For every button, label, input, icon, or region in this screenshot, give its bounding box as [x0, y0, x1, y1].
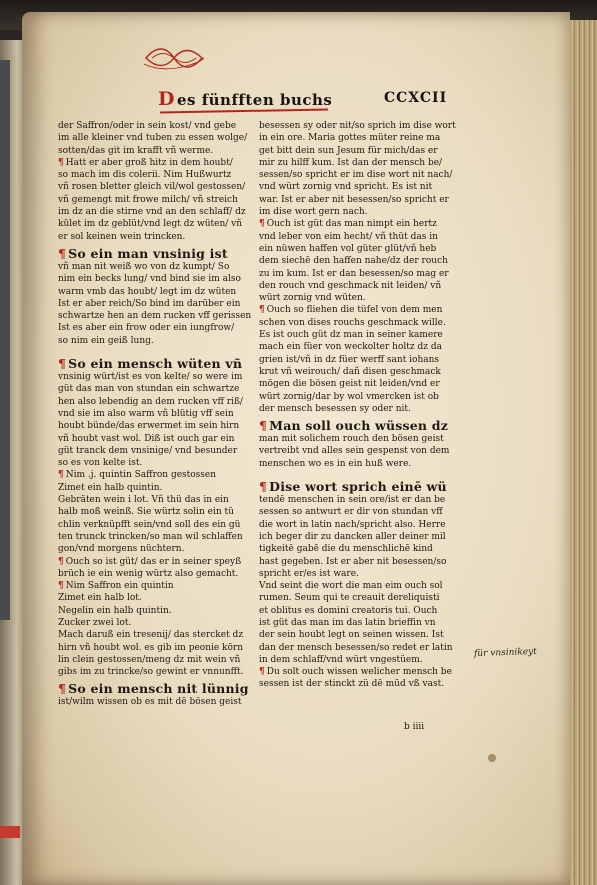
text-line: [259, 678, 459, 690]
rubric-pilcrow-icon: ¶: [58, 356, 67, 372]
line-text: Ist er aber reich/So bind im darüber ein: [58, 298, 241, 309]
text-line: [259, 341, 459, 353]
line-text: Zucker zwei lot.: [58, 617, 132, 628]
line-text: dem siechē den haffen nahe/dz der rouch: [259, 256, 448, 267]
text-column-right: [259, 120, 459, 691]
text-line: [259, 391, 459, 403]
line-text: Es ist ouch güt dz man in seiner kamere: [259, 330, 443, 341]
line-text: der sein houbt legt on seinen wissen. Ist: [259, 630, 444, 641]
line-text: vñ man nit weiß wo von dz kumpt/ So: [58, 261, 230, 272]
text-line: [259, 642, 459, 654]
section-heading: [259, 479, 459, 494]
text-line: [58, 506, 258, 518]
text-line: [58, 194, 258, 206]
line-text: war. Ist er aber nit besessen/so spricht er: [259, 194, 449, 205]
text-line: [259, 568, 459, 580]
decorative-flourish-icon: [142, 44, 206, 72]
text-line: [259, 519, 459, 531]
line-text: vnd leber von eim hecht/ vñ thüt das in: [259, 231, 438, 242]
text-line: [259, 494, 459, 506]
line-text: kület im dz geblüt/vnd legt dz wüten/ vñ: [58, 219, 243, 230]
line-text: schen von dises rouchs geschmack wille.: [259, 317, 446, 328]
line-text: mögen die bösen geist nit leiden/vnd er: [259, 379, 440, 390]
line-text: im dz an die stirne vnd an den schlaff/ dz: [58, 207, 246, 218]
rubric-pilcrow-icon: ¶: [58, 470, 64, 481]
text-line: [58, 543, 258, 555]
text-line: [58, 617, 258, 629]
text-line: [259, 556, 459, 568]
line-text: mach ein füer von weckolter holtz dz da: [259, 342, 442, 353]
line-text: Hatt er aber groß hitz in dem houbt/: [65, 157, 233, 168]
line-text: die wort in latin nach/spricht also. Herre: [259, 519, 446, 530]
text-line: [58, 482, 258, 494]
line-text: houbt bünde/das erwermet im sein hirn: [58, 421, 240, 432]
text-line: [259, 458, 459, 470]
rubric-pilcrow-icon: ¶: [259, 219, 265, 230]
running-head: [158, 88, 332, 110]
rubric-pilcrow-icon: ¶: [58, 581, 64, 592]
rubric-pilcrow-icon: ¶: [58, 157, 64, 168]
rubric-pilcrow-icon: ¶: [58, 245, 67, 261]
text-line: [58, 696, 258, 708]
rubric-pilcrow-icon: ¶: [259, 479, 268, 495]
text-line: [259, 304, 459, 316]
line-text: so nim ein geiß lung.: [58, 335, 154, 346]
rubric-pilcrow-icon: ¶: [259, 305, 265, 316]
line-text: im dise wort gern nach.: [259, 207, 368, 218]
line-text: Zimet ein halb quintin.: [58, 482, 163, 493]
line-text: vñ houbt vast wol. Diß ist ouch gar ein: [58, 433, 235, 444]
line-text: vnd würt zornig vnd spricht. Es ist nit: [259, 182, 433, 193]
line-text: vnd sie im also warm vñ blütig vff sein: [58, 408, 234, 419]
text-line: [58, 580, 258, 592]
text-line: [58, 120, 258, 132]
text-line: [58, 605, 258, 617]
line-text: Ouch so fliehen die tüfel von dem men: [266, 305, 443, 316]
line-text: ich beger dir zu dancken aller deiner mil: [259, 531, 446, 542]
text-line: [259, 654, 459, 666]
folio-number: CCXCII: [384, 90, 448, 106]
text-line: [58, 145, 258, 157]
text-line: [58, 218, 258, 230]
text-line: [259, 145, 459, 157]
line-text: et oblitus es domini creatoris tui. Ouch: [259, 605, 438, 616]
text-line: [58, 310, 258, 322]
text-line: [259, 243, 459, 255]
line-text: chlin verknüpfft sein/vnd soll des ein gü: [58, 519, 241, 530]
line-text: tigkeitē gabē die du menschlichē kind: [259, 544, 433, 555]
section-heading: [58, 681, 258, 696]
text-line: [259, 292, 459, 304]
line-text: Ist es aber ein frow oder ein iungfrow/: [58, 323, 235, 334]
line-text: im alle kleiner vnd tuben zu essen wolge/: [58, 133, 248, 144]
page-fore-edge: [566, 20, 597, 885]
text-line: [58, 132, 258, 144]
paragraph-gap: [58, 347, 258, 353]
line-text: ein nüwen haffen vol güter glüt/vñ heb: [259, 243, 437, 254]
line-text: so es von kelte ist.: [58, 458, 143, 469]
running-head-title: es fünfften buchs: [176, 91, 333, 109]
text-line: [58, 629, 258, 641]
line-text: ist güt das man im das latin brieffin vn: [259, 617, 436, 628]
text-line: [58, 592, 258, 604]
text-line: [259, 280, 459, 292]
text-line: [58, 531, 258, 543]
text-line: [259, 317, 459, 329]
text-line: [259, 403, 459, 415]
line-text: güt tranck dem vnsinige/ vnd besunder: [58, 445, 238, 456]
text-line: [58, 433, 258, 445]
rubric-pilcrow-icon: ¶: [58, 556, 64, 567]
line-text: vñ rosen bletter gleich vil/wol gestossen/: [58, 182, 246, 193]
text-line: [259, 206, 459, 218]
text-line: [259, 231, 459, 243]
line-text: Nim .j. quintin Saffron gestossen: [65, 470, 217, 481]
text-line: [58, 408, 258, 420]
line-text: menschen wo es in ein huß were.: [259, 458, 412, 469]
line-text: grien ist/vñ in dz füer werff sant iohans: [259, 354, 440, 365]
text-line: [58, 457, 258, 469]
text-line: [58, 519, 258, 531]
text-line: [259, 329, 459, 341]
line-text: hen also lebendig an dem rucken vff riß/: [58, 396, 243, 407]
line-text: zu im kum. Ist er dan besessen/so mag er: [259, 268, 449, 279]
text-line: [259, 366, 459, 378]
text-line: [58, 286, 258, 298]
line-text: rumen. Seum qui te creauit dereliquisti: [259, 593, 440, 604]
section-heading: [58, 246, 258, 261]
line-text: man mit solichem rouch den bösen geist: [259, 434, 444, 445]
line-text: nim ein becks lung/ vnd bind sie im also: [58, 274, 241, 285]
line-text: brüch ie ein wenig würtz also gemacht.: [58, 568, 239, 579]
line-text: vertreibt vnd alles sein gespenst von dem: [259, 446, 450, 457]
text-line: [259, 169, 459, 181]
text-line: [259, 157, 459, 169]
text-line: [58, 420, 258, 432]
line-text: gibs im zu trincke/so gewint er vnnunfft.: [58, 667, 244, 678]
line-text: warm vmb das houbt/ legt im dz wüten: [58, 286, 237, 297]
line-text: Du solt ouch wissen welicher mensch be: [266, 667, 452, 678]
text-line: [259, 378, 459, 390]
line-text: hast gegeben. Ist er aber nit besessen/so: [259, 556, 447, 567]
text-line: [259, 666, 459, 678]
text-line: [58, 371, 258, 383]
text-line: [58, 469, 258, 481]
line-text: dan der mensch besessen/so redet er latin: [259, 642, 453, 653]
text-line: [259, 194, 459, 206]
line-text: besessen sy oder nit/so sprich im dise wort: [259, 121, 456, 131]
line-text: in ein ore. Maria gottes müter reine ma: [259, 133, 441, 144]
line-text: Man soll ouch wüssen dz: [269, 418, 448, 434]
line-text: der Saffron/oder in sein kost/ vnd gebe: [58, 121, 237, 131]
text-line: [58, 273, 258, 285]
line-text: So ein man vnsinig ist: [68, 245, 228, 261]
line-text: krut vñ weirouch/ dañ disen geschmack: [259, 366, 441, 377]
text-line: [259, 218, 459, 230]
line-text: Gebräten wein i lot. Vñ thü das in ein: [58, 495, 229, 506]
text-line: [58, 494, 258, 506]
text-line: [58, 642, 258, 654]
line-text: schwartze hen an dem rucken vff gerissen: [58, 311, 252, 322]
line-text: würt zornig vnd wüten.: [259, 293, 366, 304]
line-text: mir zu hilff kum. Ist dan der mensch be/: [259, 157, 443, 168]
text-line: [58, 445, 258, 457]
line-text: vñ gemengt mit frowe milch/ vñ streich: [58, 194, 238, 205]
line-text: er sol keinen wein trincken.: [58, 231, 186, 242]
text-line: [259, 605, 459, 617]
text-column-left: [58, 120, 258, 709]
line-text: Mach daruß ein tresenij/ das stercket dz: [58, 630, 244, 641]
line-text: würt zornig/dar by wol vmercken ist ob: [259, 391, 439, 402]
text-line: [259, 592, 459, 604]
line-text: Vnd seint die wort die man eim ouch sol: [259, 581, 443, 592]
signature-mark: b iiii: [404, 722, 425, 732]
text-line: [259, 580, 459, 592]
line-text: gon/vnd morgens nüchtern.: [58, 544, 185, 555]
line-text: güt das man von stundan ein schwartze: [58, 384, 240, 395]
rubric-pilcrow-icon: ¶: [259, 418, 268, 434]
line-text: vnsinig würt/ist es von kelte/ so were im: [58, 372, 243, 383]
line-text: sessen ist der stinckt zü dē mūd vß vast.: [259, 679, 445, 690]
line-text: halb moß weinß. Sie würtz solin ein tü: [58, 507, 234, 518]
text-line: [259, 506, 459, 518]
text-line: [58, 654, 258, 666]
line-text: sessen so antwurt er dir von stundan vff: [259, 507, 443, 518]
line-text: in dem schlaff/vnd würt vngestüem.: [259, 654, 423, 665]
line-text: get bitt dein sun Jesum für mich/das er: [259, 145, 438, 156]
line-text: Nim Saffron ein quintin: [65, 581, 174, 592]
text-line: [259, 255, 459, 267]
text-line: [259, 354, 459, 366]
rubric-pilcrow-icon: ¶: [58, 681, 67, 697]
line-text: den rouch vnd geschmack nit leiden/ vñ: [259, 280, 442, 291]
text-line: [58, 231, 258, 243]
text-line: [58, 322, 258, 334]
text-line: [259, 132, 459, 144]
text-line: [58, 261, 258, 273]
text-line: [58, 181, 258, 193]
rubric-pilcrow-icon: ¶: [259, 667, 265, 678]
paper-stain: [488, 754, 496, 762]
line-text: So ein mensch nit lünnig: [68, 681, 249, 697]
text-line: [58, 383, 258, 395]
line-text: der mensch besessen sy oder nit.: [259, 403, 411, 414]
line-text: Ouch ist güt das man nimpt ein hertz: [266, 219, 437, 230]
text-line: [259, 543, 459, 555]
text-line: [259, 445, 459, 457]
line-text: sessen/so spricht er im dise wort nit nach/: [259, 170, 453, 181]
line-text: ist/wilm wissen ob es mit dē bösen geist: [58, 697, 242, 708]
shelf-label-sticker: [0, 826, 20, 838]
text-line: [58, 335, 258, 347]
line-text: tendē menschen in sein ore/ist er dan be: [259, 495, 446, 506]
text-line: [58, 298, 258, 310]
line-text: Negelin ein halb quintin.: [58, 605, 172, 616]
text-line: [58, 556, 258, 568]
section-heading: [259, 418, 459, 433]
running-head-initial: D: [158, 88, 175, 110]
text-line: [259, 120, 459, 132]
text-line: [58, 666, 258, 678]
line-text: Ouch so ist güt/ das er in seiner speyß: [65, 556, 242, 567]
line-text: So ein mensch wüten vñ: [68, 356, 243, 372]
line-text: hirn vñ houbt wol. es gib im peonie körn: [58, 642, 244, 653]
text-line: [58, 396, 258, 408]
line-text: Dise wort sprich einē wü: [269, 479, 447, 495]
line-text: ten trunck trincken/so man wil schlaffen: [58, 531, 243, 542]
line-text: Zimet ein halb lot.: [58, 593, 142, 604]
text-line: [259, 617, 459, 629]
marginal-annotation: für vnsinikeyt: [473, 646, 537, 660]
text-line: [259, 433, 459, 445]
paragraph-gap: [259, 470, 459, 476]
line-text: lin clein gestossen/meng dz mit wein vñ: [58, 654, 241, 665]
text-line: [259, 268, 459, 280]
line-text: sotten/das git im krafft vñ werme.: [58, 145, 214, 156]
text-line: [58, 169, 258, 181]
text-line: [58, 206, 258, 218]
spine-binding: [0, 60, 10, 620]
text-line: [259, 181, 459, 193]
section-heading: [58, 356, 258, 371]
text-line: [259, 629, 459, 641]
line-text: so mach im dis colerii. Nim Hußwurtz: [58, 170, 232, 181]
text-line: [58, 157, 258, 169]
text-line: [259, 531, 459, 543]
text-line: [58, 568, 258, 580]
line-text: spricht er/es ist ware.: [259, 568, 359, 579]
